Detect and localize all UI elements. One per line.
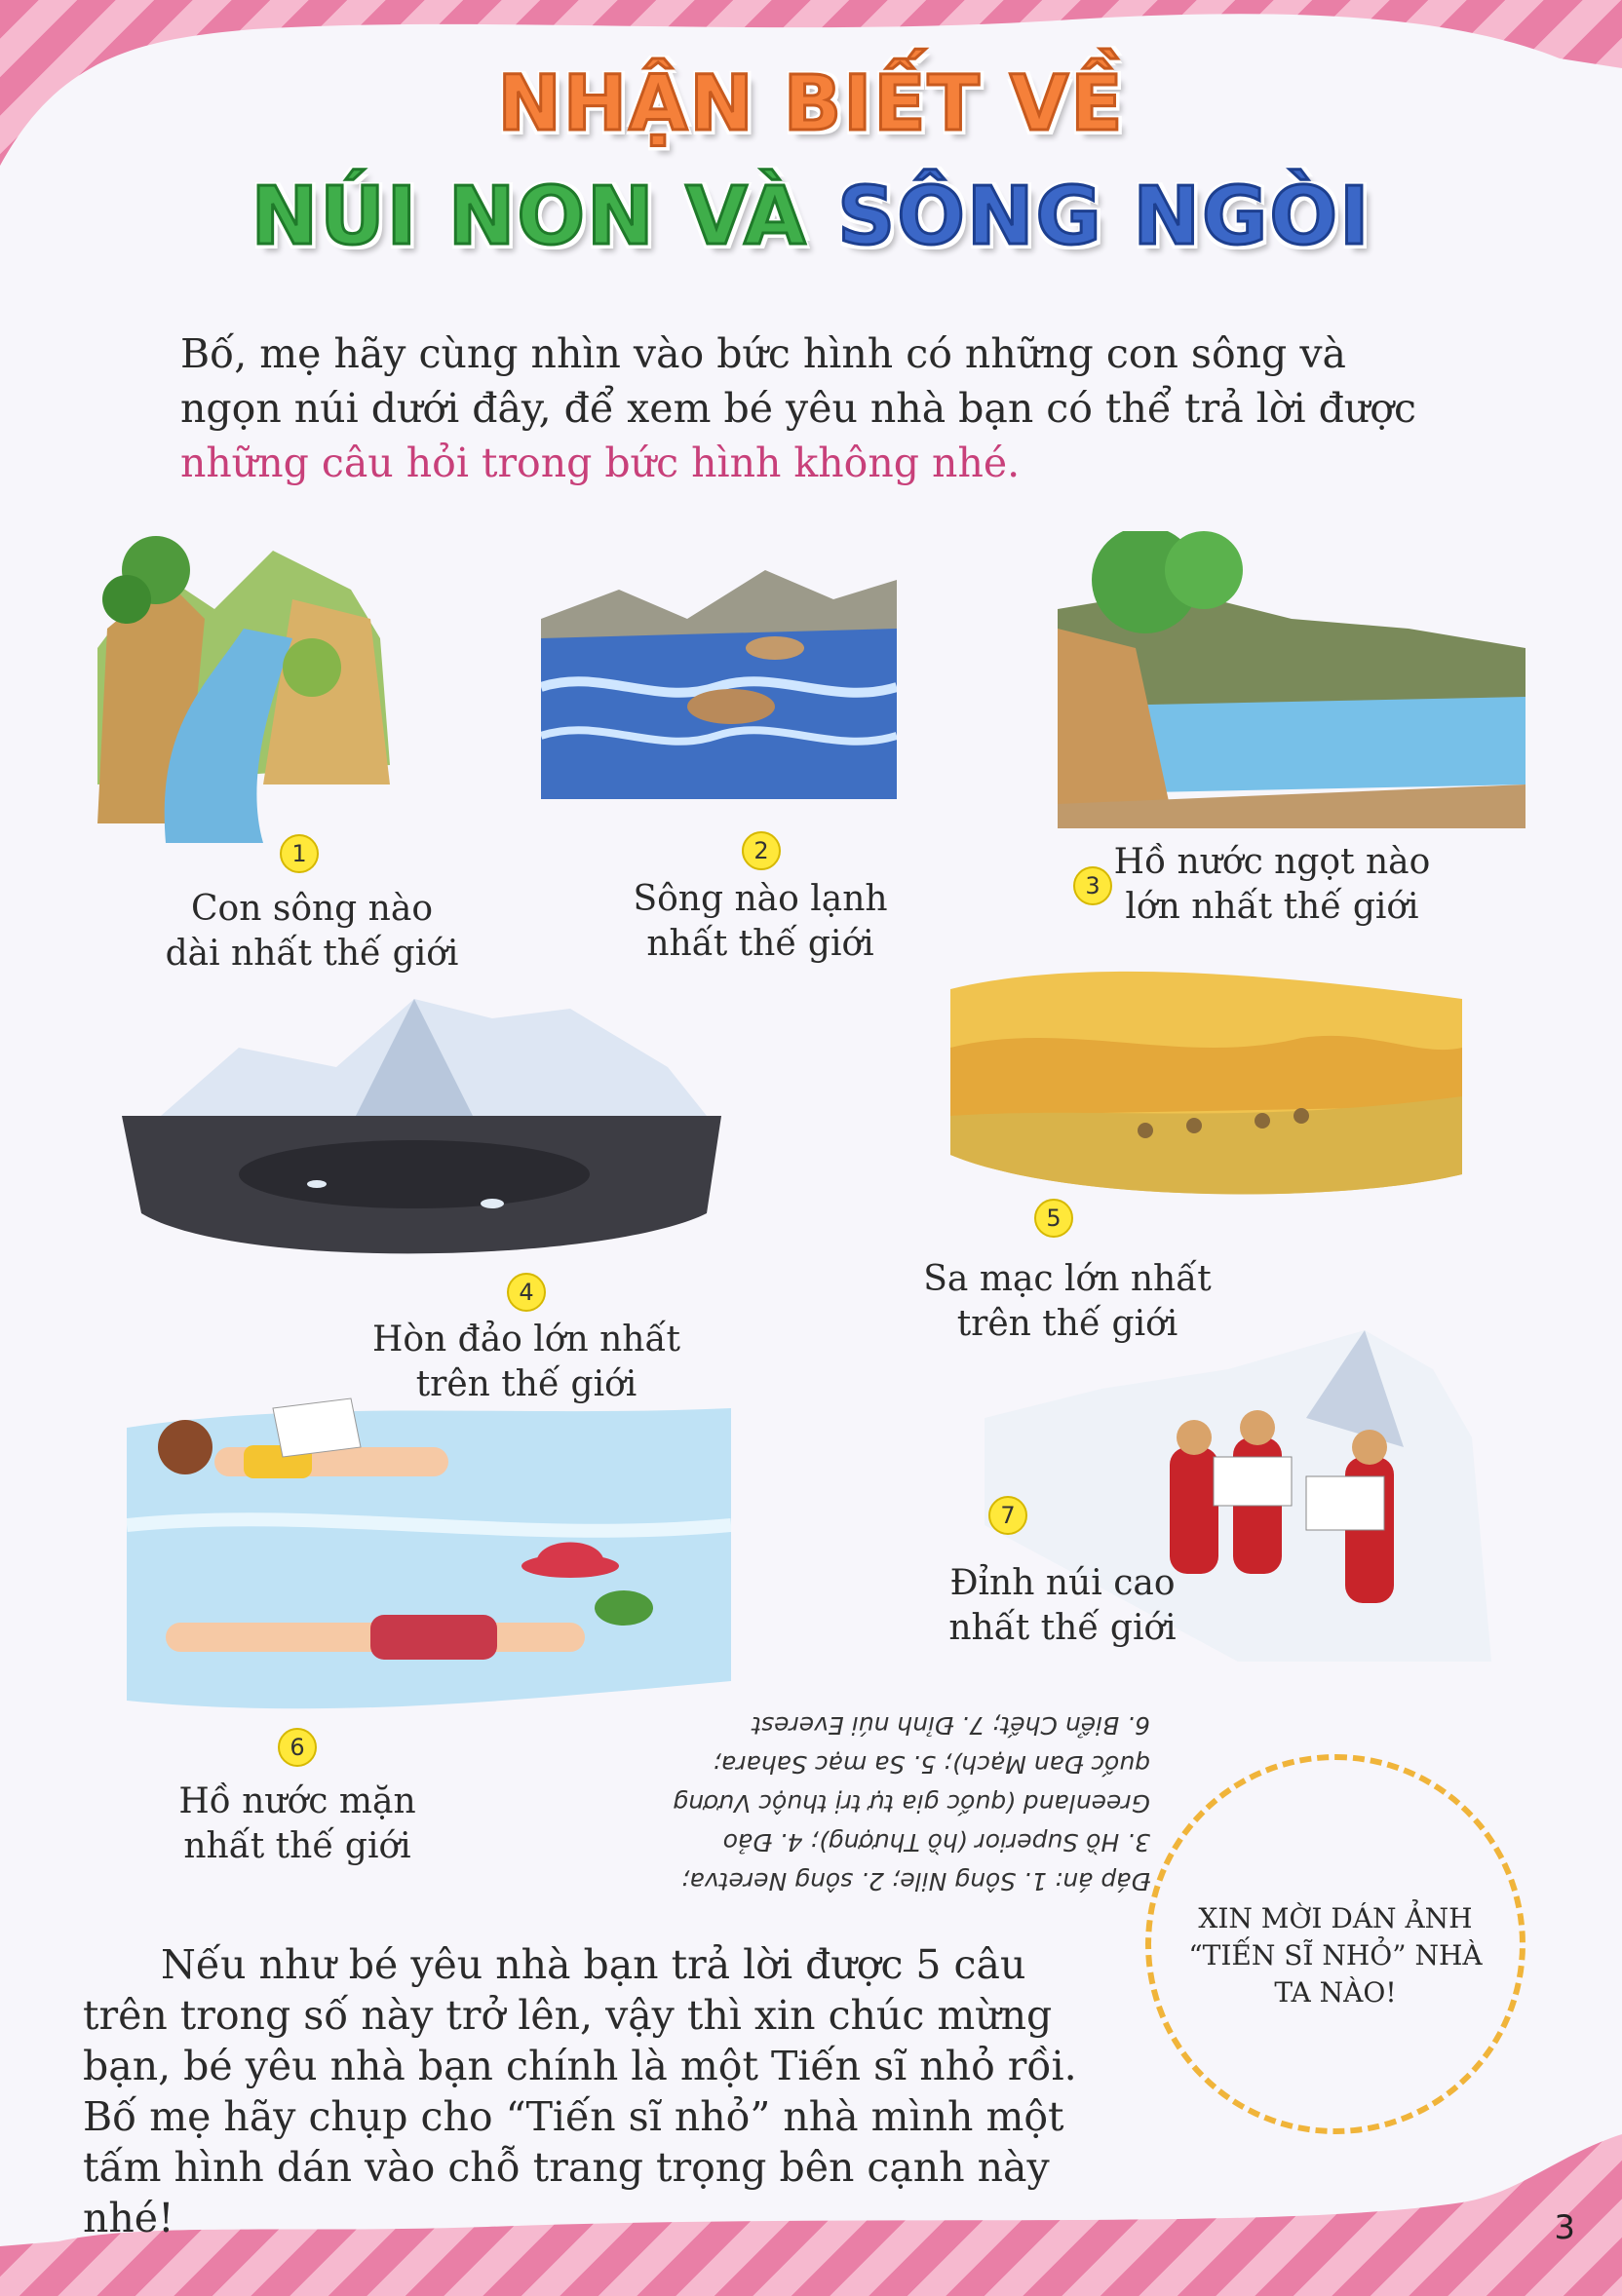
question-6-line-1: Hồ nước mặn	[178, 1781, 416, 1821]
title-line-1: NHẬN BIẾT VỀ	[497, 60, 1125, 148]
answer-line-1: Đáp án: 1. Sông Nile; 2. sông Neretva;	[681, 1867, 1150, 1895]
title-mountains: NÚI NON VÀ	[251, 171, 808, 263]
question-1-line-1: Con sông nào	[191, 889, 433, 929]
question-5-line-2: trên thế giới	[956, 1304, 1178, 1344]
question-7-line-2: nhất thế giới	[948, 1608, 1177, 1648]
outro-paragraph	[83, 1939, 1116, 2243]
question-caption-3	[1111, 840, 1433, 930]
question-badge-7: 7	[988, 1496, 1027, 1535]
question-caption-6	[127, 1779, 468, 1869]
desert-illustration	[950, 960, 1462, 1204]
cold-river-illustration	[541, 551, 897, 799]
question-2-line-2: nhất thế giới	[646, 924, 874, 964]
answer-line-4: quốc Đan Mạch); 5. Sa mạc Sahara;	[713, 1750, 1150, 1779]
question-badge-1: 1	[280, 834, 319, 873]
question-5-line-1: Sa mạc lớn nhất	[923, 1259, 1212, 1299]
answer-line-3: Greenland (quốc gia tự trị thuộc Vương	[673, 1789, 1150, 1818]
title-rivers: SÔNG NGÒI	[837, 171, 1371, 263]
photo-frame-line-2: “TIẾN SĨ NHỎ” NHÀ	[1188, 1939, 1483, 1971]
intro-text: Bố, mẹ hãy cùng nhìn vào bức hình có những con sông và ngọn núi dưới đây, để xem bé yêu nhà bạn có thể trả lời được	[180, 330, 1416, 432]
question-badge-4: 4	[507, 1273, 546, 1312]
intro-paragraph	[180, 326, 1457, 490]
salt-lake-illustration	[127, 1389, 731, 1720]
answer-key-upside-down	[575, 1705, 1150, 1900]
photo-frame-line-3: TA NÀO!	[1274, 1976, 1397, 2009]
question-3-line-1: Hồ nước ngọt nào	[1113, 842, 1431, 882]
page-number: 3	[1554, 2208, 1575, 2247]
photo-frame-line-1: XIN MỜI DÁN ẢNH	[1198, 1902, 1473, 1934]
answer-line-5: 6. Biển Chết; 7. Đỉnh núi Everest	[752, 1711, 1150, 1740]
island-illustration	[122, 979, 721, 1272]
question-caption-2	[585, 877, 936, 967]
question-2-line-1: Sông nào lạnh	[633, 879, 888, 919]
question-4-line-2: trên thế giới	[415, 1364, 637, 1404]
question-7-line-1: Đỉnh núi cao	[949, 1563, 1176, 1603]
question-4-line-1: Hòn đảo lớn nhất	[371, 1320, 681, 1359]
outro-text: Nếu như bé yêu nhà bạn trả lời được 5 câu trên trong số này trở lên, vậy thì xin chúc mừng bạn, bé yêu nhà bạn chính là một Tiến sĩ nhỏ rồi. Bố mẹ hãy chụp cho “Tiến sĩ nhỏ” nhà mình một tấm hình dán vào chỗ trang trọng bên cạnh này nhé!	[83, 1941, 1077, 2241]
question-badge-3: 3	[1073, 866, 1112, 905]
question-badge-2: 2	[742, 831, 781, 870]
title-line-2	[0, 171, 1622, 263]
freshwater-lake-illustration	[1058, 531, 1525, 828]
question-1-line-2: dài nhất thế giới	[165, 934, 459, 974]
answer-line-2: 3. Hồ Superior (hồ Thượng); 4. Đảo	[722, 1828, 1150, 1856]
question-6-line-2: nhất thế giới	[183, 1826, 411, 1866]
question-badge-6: 6	[278, 1728, 317, 1767]
photo-frame-label	[1179, 1900, 1491, 2011]
question-3-line-2: lớn nhất thế giới	[1125, 887, 1419, 927]
question-caption-7	[916, 1561, 1209, 1651]
intro-highlight: những câu hỏi trong bức hình không nhé.	[180, 440, 1021, 486]
river-canyon-illustration	[97, 531, 390, 843]
question-caption-1	[127, 887, 497, 976]
question-badge-5: 5	[1034, 1199, 1073, 1238]
